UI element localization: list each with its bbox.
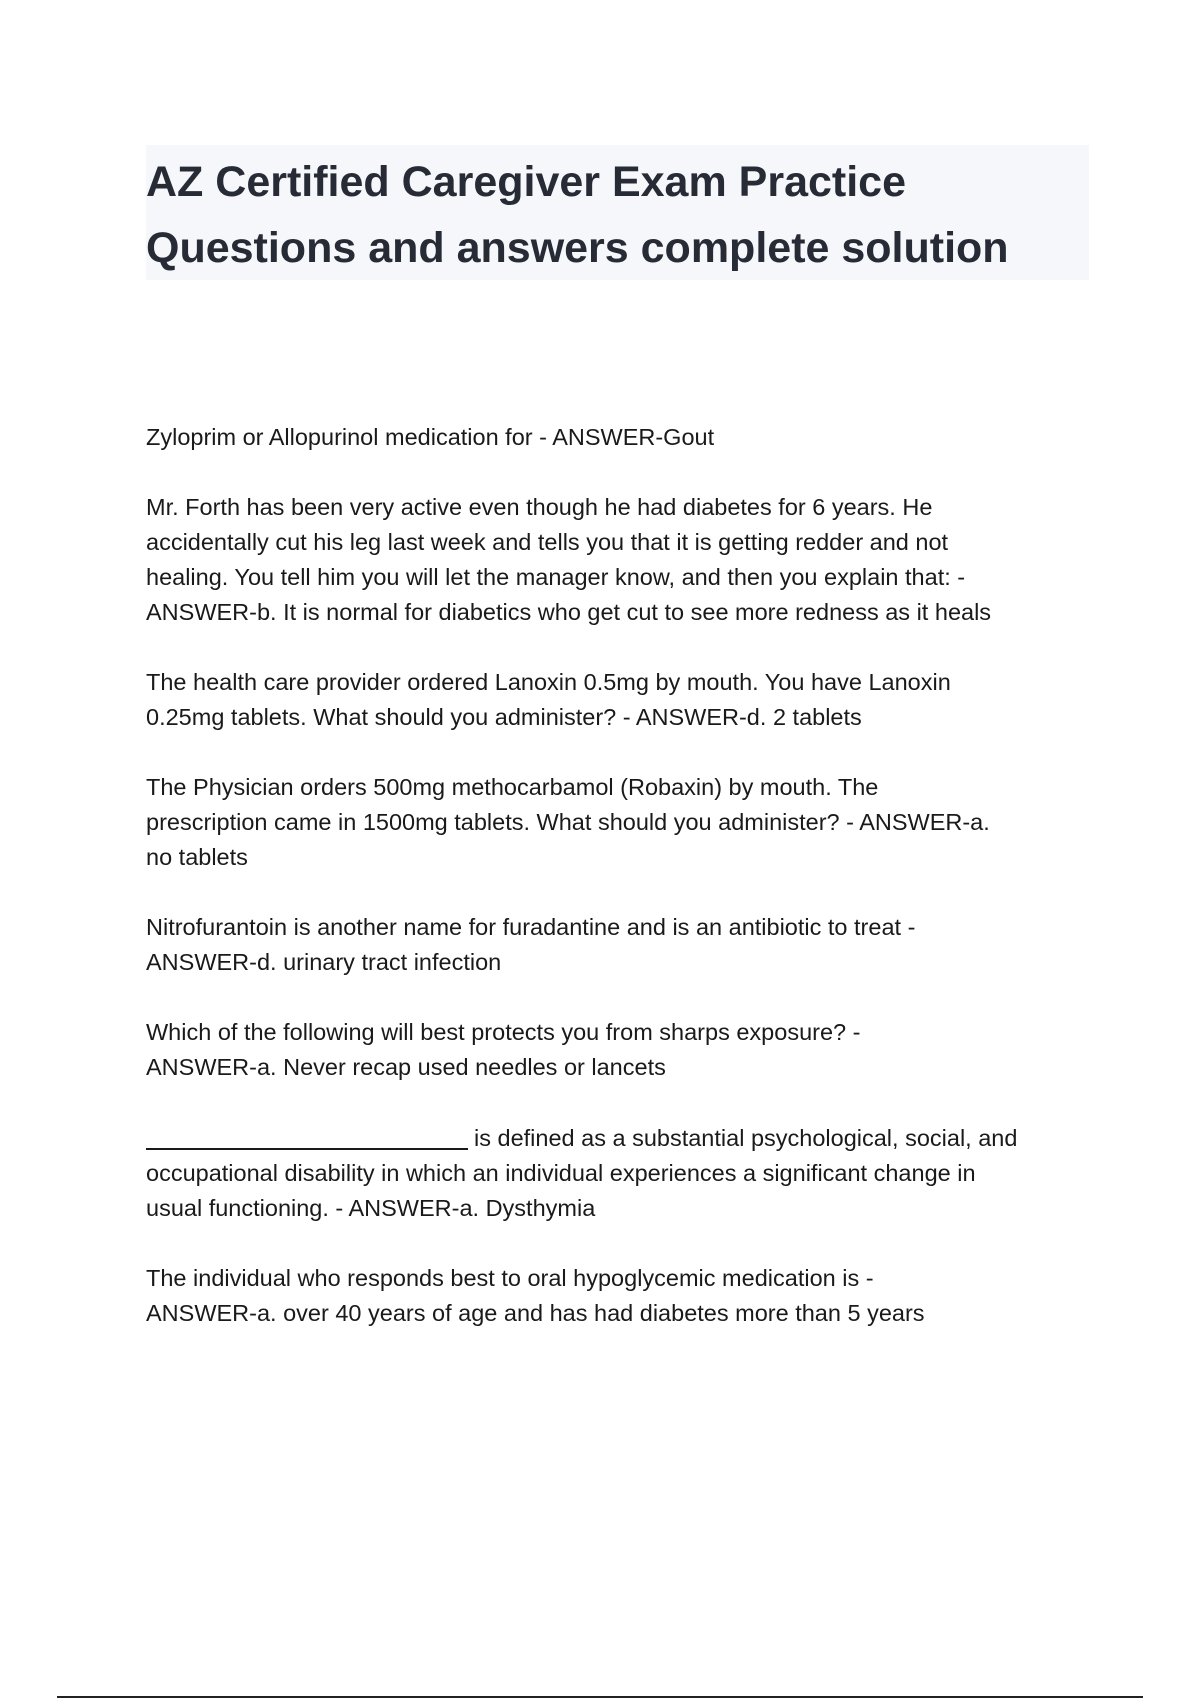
qa-line-text: is defined as a substantial psychological, social, and — [474, 1125, 1018, 1151]
qa-line: ANSWER-a. Never recap used needles or lancets — [146, 1054, 666, 1080]
qa-item — [146, 420, 1096, 455]
qa-line: ANSWER-b. It is normal for diabetics who get cut to see more redness as it heals — [146, 599, 992, 625]
qa-item — [146, 770, 1096, 875]
qa-line: prescription came in 1500mg tablets. What should you administer? - ANSWER-a. — [146, 809, 990, 835]
qa-item — [146, 1120, 1096, 1226]
qa-line: ANSWER-a. over 40 years of age and has had diabetes more than 5 years — [146, 1300, 925, 1326]
qa-item — [146, 1261, 1096, 1331]
qa-line: usual functioning. - ANSWER-a. Dysthymia — [146, 1195, 596, 1221]
qa-line: Nitrofurantoin is another name for furadantine and is an antibiotic to treat - — [146, 914, 916, 940]
qa-line: Zyloprim or Allopurinol medication for - ANSWER-Gout — [146, 424, 715, 450]
qa-item — [146, 665, 1096, 735]
qa-item — [146, 490, 1096, 630]
qa-line: 0.25mg tablets. What should you administer? - ANSWER-d. 2 tablets — [146, 704, 862, 730]
qa-line: healing. You tell him you will let the manager know, and then you explain that: - — [146, 564, 966, 590]
title-line: Questions and answers complete solution — [146, 224, 1009, 272]
qa-line: The Physician orders 500mg methocarbamol (Robaxin) by mouth. The — [146, 774, 879, 800]
title-line: AZ Certified Caregiver Exam Practice — [146, 158, 906, 206]
qa-line: The health care provider ordered Lanoxin 0.5mg by mouth. You have Lanoxin — [146, 669, 951, 695]
qa-item — [146, 1015, 1096, 1085]
qa-line: Mr. Forth has been very active even though he had diabetes for 6 years. He — [146, 494, 933, 520]
qa-list — [146, 420, 1096, 1366]
qa-line: occupational disability in which an individual experiences a significant change in — [146, 1160, 976, 1186]
qa-line: ANSWER-d. urinary tract infection — [146, 949, 502, 975]
page-bottom-rule — [57, 1696, 1143, 1698]
qa-line: no tablets — [146, 844, 248, 870]
fill-in-blank — [146, 1124, 468, 1150]
qa-line: The individual who responds best to oral hypoglycemic medication is - — [146, 1265, 874, 1291]
document-title — [146, 145, 1089, 280]
qa-line-with-blank — [146, 1120, 1096, 1156]
qa-line: Which of the following will best protects you from sharps exposure? - — [146, 1019, 861, 1045]
qa-line: accidentally cut his leg last week and tells you that it is getting redder and not — [146, 529, 949, 555]
qa-item — [146, 910, 1096, 980]
